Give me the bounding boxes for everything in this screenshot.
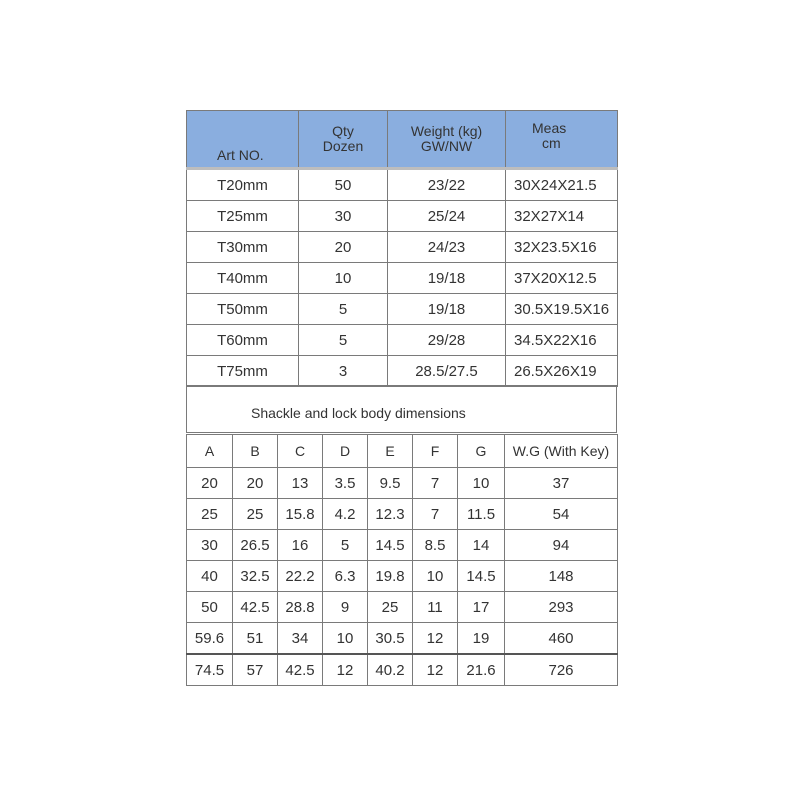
dimensions-cell: 22.2	[278, 561, 323, 592]
art-no-cell: T30mm	[187, 232, 299, 263]
dimensions-cell: 9.5	[368, 468, 413, 499]
dimensions-cell: 8.5	[413, 530, 458, 561]
dimensions-header-cell: W.G (With Key)	[505, 435, 618, 468]
meas-cell: 30.5X19.5X16	[506, 294, 618, 325]
dimensions-cell: 94	[505, 530, 618, 561]
qty-cell: 10	[299, 263, 388, 294]
art-no-cell: T20mm	[187, 169, 299, 201]
dimensions-caption-box	[186, 385, 617, 433]
dimensions-cell: 19	[458, 623, 505, 655]
dimensions-cell: 34	[278, 623, 323, 655]
dimensions-cell: 30	[187, 530, 233, 561]
dimensions-row	[187, 592, 618, 623]
dimensions-cell: 9	[323, 592, 368, 623]
header-qty	[299, 111, 388, 169]
dimensions-cell: 37	[505, 468, 618, 499]
spec-row	[187, 263, 618, 294]
dimensions-cell: 25	[233, 499, 278, 530]
dimensions-cell: 20	[187, 468, 233, 499]
dimensions-caption: Shackle and lock body dimensions	[251, 405, 466, 421]
dimensions-cell: 15.8	[278, 499, 323, 530]
dimensions-cell: 28.8	[278, 592, 323, 623]
art-no-cell: T25mm	[187, 201, 299, 232]
dimensions-header-cell: B	[233, 435, 278, 468]
header-meas	[506, 111, 618, 169]
dimensions-table-body	[187, 468, 618, 686]
dimensions-cell: 19.8	[368, 561, 413, 592]
art-no-cell: T75mm	[187, 356, 299, 387]
dimensions-cell: 16	[278, 530, 323, 561]
weight-cell: 25/24	[388, 201, 506, 232]
dimensions-cell: 10	[458, 468, 505, 499]
dimensions-cell: 10	[413, 561, 458, 592]
dimensions-cell: 12.3	[368, 499, 413, 530]
dimensions-header-cell: E	[368, 435, 413, 468]
dimensions-cell: 13	[278, 468, 323, 499]
weight-cell: 28.5/27.5	[388, 356, 506, 387]
art-no-cell: T50mm	[187, 294, 299, 325]
meas-cell: 34.5X22X16	[506, 325, 618, 356]
dimensions-header-cell: A	[187, 435, 233, 468]
dimensions-cell: 25	[368, 592, 413, 623]
dimensions-cell: 59.6	[187, 623, 233, 655]
header-weight	[388, 111, 506, 169]
spec-header-row	[187, 111, 618, 169]
dimensions-row	[187, 468, 618, 499]
meas-cell: 37X20X12.5	[506, 263, 618, 294]
dimensions-cell: 293	[505, 592, 618, 623]
qty-cell: 20	[299, 232, 388, 263]
meas-cell: 32X23.5X16	[506, 232, 618, 263]
dimensions-cell: 148	[505, 561, 618, 592]
art-no-cell: T60mm	[187, 325, 299, 356]
dimensions-cell: 5	[323, 530, 368, 561]
spec-table-body	[187, 169, 618, 387]
dimensions-cell: 14	[458, 530, 505, 561]
spec-row	[187, 325, 618, 356]
dimensions-header-cell: D	[323, 435, 368, 468]
meas-cell: 30X24X21.5	[506, 169, 618, 201]
qty-cell: 5	[299, 294, 388, 325]
dimensions-cell: 42.5	[278, 654, 323, 686]
dimensions-header-cell: G	[458, 435, 505, 468]
dimensions-cell: 7	[413, 499, 458, 530]
dimensions-cell: 6.3	[323, 561, 368, 592]
spec-row	[187, 356, 618, 387]
dimensions-cell: 20	[233, 468, 278, 499]
weight-cell: 23/22	[388, 169, 506, 201]
dimensions-cell: 12	[413, 623, 458, 655]
dimensions-cell: 11	[413, 592, 458, 623]
weight-cell: 24/23	[388, 232, 506, 263]
dimensions-cell: 30.5	[368, 623, 413, 655]
dimensions-cell: 7	[413, 468, 458, 499]
dimensions-cell: 3.5	[323, 468, 368, 499]
dimensions-header-row	[187, 435, 618, 468]
dimensions-cell: 12	[323, 654, 368, 686]
dimensions-cell: 17	[458, 592, 505, 623]
dimensions-cell: 726	[505, 654, 618, 686]
spec-row	[187, 169, 618, 201]
dimensions-cell: 10	[323, 623, 368, 655]
weight-cell: 29/28	[388, 325, 506, 356]
dimensions-cell: 4.2	[323, 499, 368, 530]
dimensions-row	[187, 623, 618, 655]
dimensions-row	[187, 530, 618, 561]
dimensions-cell: 57	[233, 654, 278, 686]
dimensions-row	[187, 654, 618, 686]
dimensions-cell: 14.5	[458, 561, 505, 592]
header-qty-line1: Qty	[332, 123, 354, 139]
meas-cell: 26.5X26X19	[506, 356, 618, 387]
qty-cell: 50	[299, 169, 388, 201]
dimensions-cell: 42.5	[233, 592, 278, 623]
dimensions-cell: 460	[505, 623, 618, 655]
dimensions-cell: 12	[413, 654, 458, 686]
dimensions-row	[187, 499, 618, 530]
dimensions-cell: 50	[187, 592, 233, 623]
art-no-cell: T40mm	[187, 263, 299, 294]
header-weight-line1: Weight (kg)	[410, 123, 483, 139]
header-meas-line2: cm	[542, 135, 561, 151]
dimensions-cell: 25	[187, 499, 233, 530]
dimensions-cell: 21.6	[458, 654, 505, 686]
spec-row	[187, 294, 618, 325]
spec-row	[187, 232, 618, 263]
weight-cell: 19/18	[388, 263, 506, 294]
header-art-no: Art NO.	[187, 111, 299, 169]
dimensions-cell: 26.5	[233, 530, 278, 561]
header-meas-line1: Meas	[532, 120, 567, 136]
qty-cell: 30	[299, 201, 388, 232]
meas-cell: 32X27X14	[506, 201, 618, 232]
spec-table	[186, 110, 618, 387]
dimensions-cell: 32.5	[233, 561, 278, 592]
dimensions-cell: 74.5	[187, 654, 233, 686]
dimensions-cell: 40.2	[368, 654, 413, 686]
dimensions-cell: 40	[187, 561, 233, 592]
weight-cell: 19/18	[388, 294, 506, 325]
dimensions-header-cell: F	[413, 435, 458, 468]
dimensions-cell: 51	[233, 623, 278, 655]
dimensions-row	[187, 561, 618, 592]
dimensions-table	[186, 434, 618, 686]
dimensions-cell: 14.5	[368, 530, 413, 561]
header-qty-line2: Dozen	[322, 138, 364, 154]
dimensions-cell: 54	[505, 499, 618, 530]
header-weight-line2: GW/NW	[420, 138, 473, 154]
spec-row	[187, 201, 618, 232]
dimensions-cell: 11.5	[458, 499, 505, 530]
dimensions-header-cell: C	[278, 435, 323, 468]
qty-cell: 3	[299, 356, 388, 387]
qty-cell: 5	[299, 325, 388, 356]
